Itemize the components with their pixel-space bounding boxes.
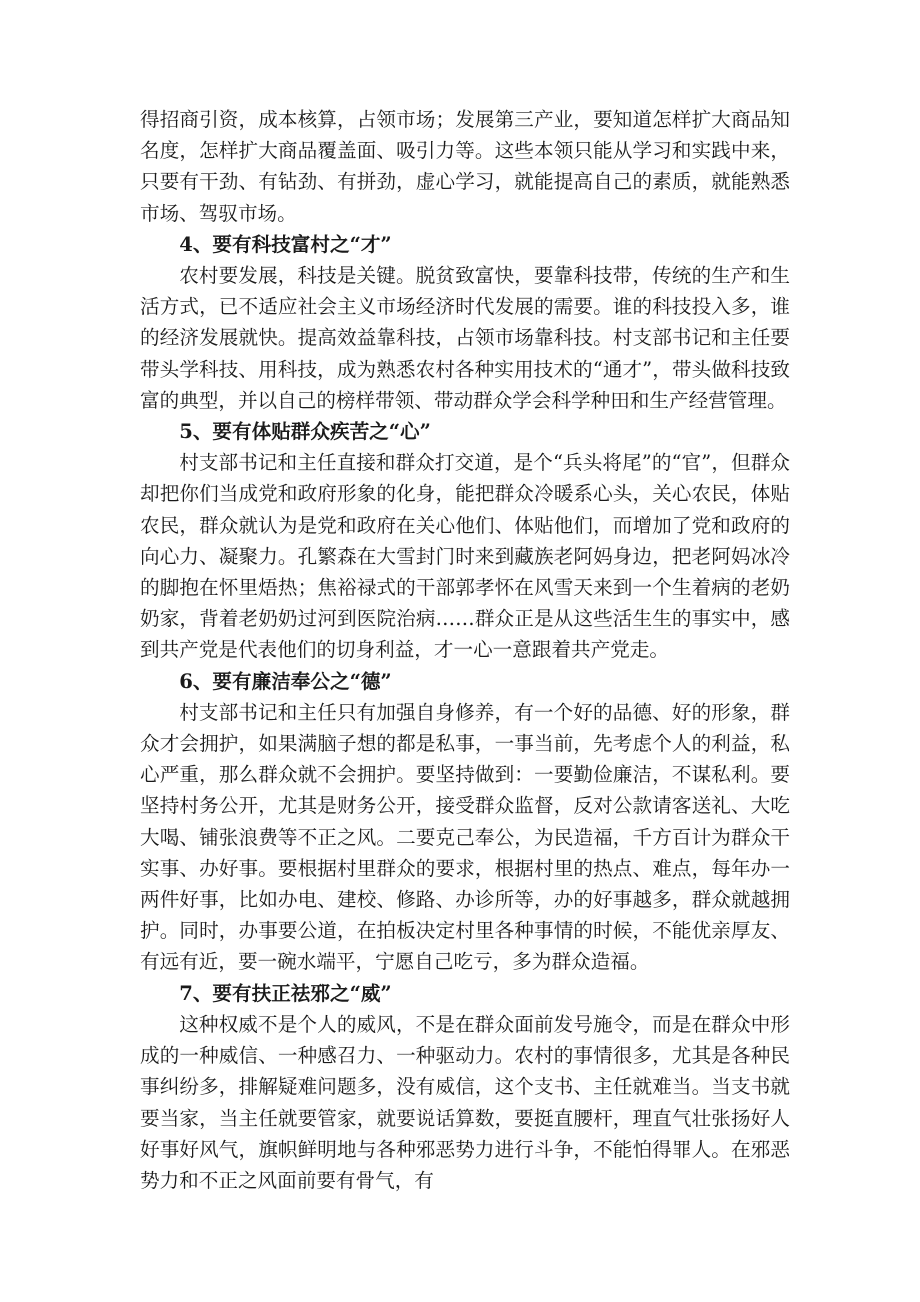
section-heading-5: 5、要有体贴群众疾苦之“心” [179, 420, 431, 444]
document-body [140, 104, 790, 1196]
section-heading-7: 7、要有扶正祛邪之“威” [179, 981, 392, 1005]
paragraph-section-7: 这种权威不是个人的威风，不是在群众面前发号施令，而是在群众中形成的一种威信、一种感召力、一种驱动力。农村的事情很多，尤其是各种民事纠纷多，排解疑难问题多，没有威信，这个支书、主任就难当。当支书就要当家，当主任就要管家，就要说话算数，要挺直腰杆，理直气壮张扬好人好事好风气，旗帜鲜明地与各种邪恶势力进行斗争，不能怕得罪人。在邪恶势力和不正之风面前要有骨气，有 [140, 1012, 790, 1192]
paragraph-section-6: 村支部书记和主任只有加强自身修养，有一个好的品德、好的形象，群众才会拥护，如果满脑子想的都是私事，一事当前，先考虑个人的利益，私心严重，那么群众就不会拥护。要坚持做到：一要勤俭廉洁，不谋私利。要坚持村务公开，尤其是财务公开，接受群众监督，反对公款请客送礼、大吃大喝、铺张浪费等不正之风。二要克己奉公，为民造福，千方百计为群众干实事、办好事。要根据村里群众的要求，根据村里的热点、难点，每年办一两件好事，比如办电、建校、修路、办诊所等，办的好事越多，群众就越拥护。同时，办事要公道，在拍板决定村里各种事情的时候，不能优亲厚友、有远有近，要一碗水端平，宁愿自己吃亏，多为群众造福。 [140, 700, 790, 974]
paragraph-section-4: 农村要发展，科技是关键。脱贫致富快，要靠科技带，传统的生产和生活方式，已不适应社会主义市场经济时代发展的需要。谁的科技投入多，谁的经济发展就快。提高效益靠科技，占领市场靠科技。村支部书记和主任要带头学科技、用科技，成为熟悉农村各种实用技术的“通才”，带头做科技致富的典型，并以自己的榜样带领、带动群众学会科学种田和生产经营管理。 [140, 264, 790, 412]
section-heading-6: 6、要有廉洁奉公之“德” [179, 669, 392, 693]
paragraph-continuation: 得招商引资，成本核算，占领市场；发展第三产业，要知道怎样扩大商品知名度，怎样扩大商品覆盖面、吸引力等。这些本领只能从学习和实践中来，只要有干劲、有钻劲、有拼劲，虚心学习，就能提高自己的素质，就能熟悉市场、驾驭市场。 [140, 108, 790, 225]
section-heading-4: 4、要有科技富村之“才” [179, 232, 392, 256]
paragraph-section-5: 村支部书记和主任直接和群众打交道，是个“兵头将尾”的“官”，但群众却把你们当成党和政府形象的化身，能把群众冷暖系心头，关心农民，体贴农民，群众就认为是党和政府在关心他们、体贴他们，而增加了党和政府的向心力、凝聚力。孔繁森在大雪封门时来到藏族老阿妈身边，把老阿妈冰冷的脚抱在怀里焐热；焦裕禄式的干部郭孝怀在风雪天来到一个生着病的老奶奶家，背着老奶奶过河到医院治病……群众正是从这些活生生的事实中，感到共产党是代表他们的切身利益，才一心一意跟着共产党走。 [140, 451, 790, 662]
